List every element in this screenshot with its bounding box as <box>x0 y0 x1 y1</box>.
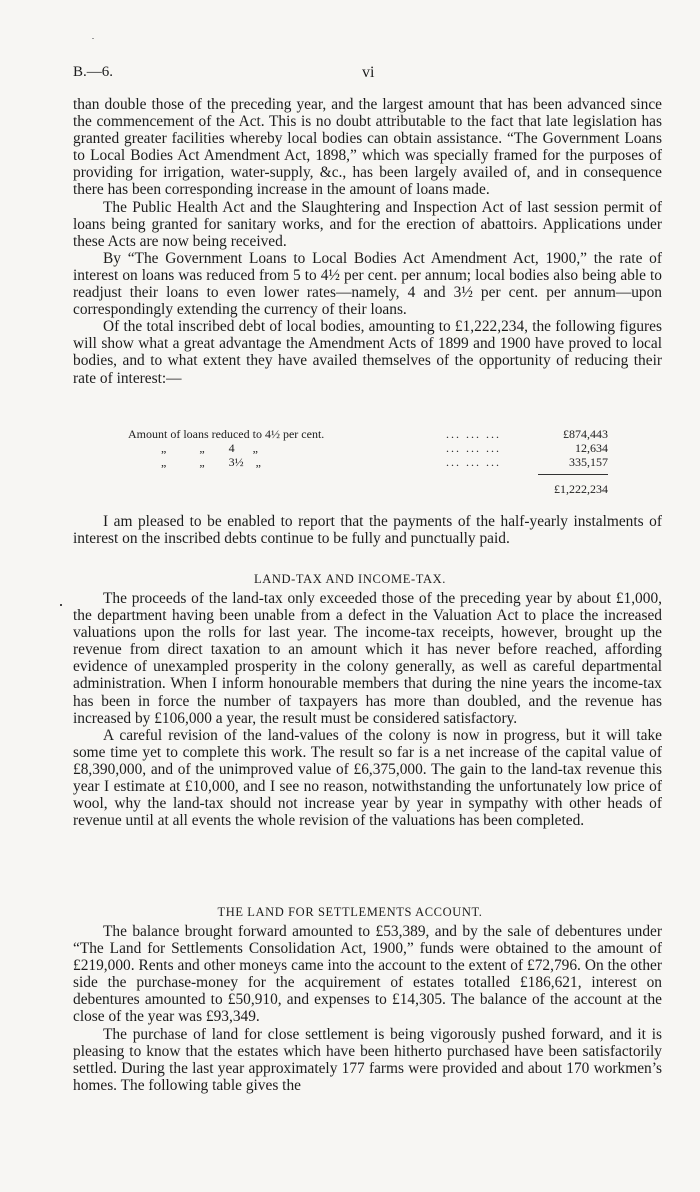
table-total: £1,222,234 <box>554 482 608 496</box>
row-leaders: ... ... ... <box>446 441 501 455</box>
loans-table <box>128 427 608 469</box>
page-number: vi <box>362 64 375 81</box>
paragraph-inscribed-debt: Of the total inscribed debt of local bodies, amounting to £1,222,234, the following figures will show what a great advantage the Amendment Acts of 1899 and 1900 have proved to local bodies, and to what extent they have availed themselves of the opportunity of reducing their rate of interest:— <box>73 318 662 387</box>
land-tax-section <box>73 590 662 829</box>
paragraph-interest-payments: I am pleased to be enabled to report that the payments of the half-yearly instalments of interest on the inscribed debts continue to be fully and punctually paid. <box>73 513 662 548</box>
total-rule <box>538 474 608 475</box>
table-row <box>128 441 608 455</box>
section-title-land-tax: LAND-TAX AND INCOME-TAX. <box>254 572 446 586</box>
paragraph-balance: The balance brought forward amounted to £53,389, and by the sale of debentures under “The Land for Settlements Consolidation Act, 1900,” funds were obtained to the amount of £219,000. Rents and other moneys came into the account to the extent of £72,796. On the other side the purchase-money for the acquirement of estates totalled £186,621, interest on debentures amounted to £50,910, and expenses to £14,305. The balance of the account at the close of the year was £93,349. <box>73 923 662 1026</box>
paragraph-amendment-1900: By “The Government Loans to Local Bodies Act Amendment Act, 1900,” the rate of interest on loans was reduced from 5 to 4½ per cent. per annum; local bodies also being able to readjust their loans to even lower rates—namely, 4 and 3½ per cent. per annum—upon correspondingly extending the currency of their loans. <box>73 249 662 319</box>
paragraph-loans-continued: than double those of the preceding year, and the largest amount that has been advanced since the commencement of the Act. This is no doubt attributable to the fact that late legislation has granted greater facilities whereby local bodies can obtain assistance. “The Government Loans to Local Bodies Act Amendment Act, 1898,” which was specially framed for the purposes of providing for irrigation, water-supply, &c., has been largely availed of, and in consequence there has been corresponding increase in the amount of loans made. <box>73 96 662 199</box>
row-amount: 12,634 <box>575 441 608 455</box>
scan-speck <box>92 38 94 39</box>
interest-paragraph-block <box>73 513 662 547</box>
row-amount: 335,157 <box>569 455 608 469</box>
table-row <box>128 427 608 441</box>
row-amount: £874,443 <box>563 427 608 441</box>
table-row <box>128 455 608 469</box>
row-label: „ „ 3½ „ <box>128 455 261 469</box>
margin-mark <box>60 604 62 606</box>
page-reference: B.—6. <box>73 64 114 80</box>
intro-paragraphs <box>73 96 662 387</box>
land-settlements-section <box>73 923 662 1094</box>
row-leaders: ... ... ... <box>446 427 501 441</box>
row-leaders: ... ... ... <box>446 455 501 469</box>
paragraph-land-tax-proceeds: The proceeds of the land-tax only exceeded those of the preceding year by about £1,000, the department having been unable from a defect in the Valuation Act to place the increased valuations upon the rolls for last year. The income-tax receipts, however, brought up the revenue from direct taxation to an amount which it has never before reached, affording evidence of unexampled prosperity in the colony generally, as well as careful departmental administration. When I inform honourable members that during the nine years the income-tax has been in force the number of taxpayers has more than doubled, and the revenue has increased by £106,000 a year, the result must be considered satisfactory. <box>73 590 662 727</box>
section-title-land-settlements: THE LAND FOR SETTLEMENTS ACCOUNT. <box>217 905 483 919</box>
row-label: Amount of loans reduced to 4½ per cent. <box>128 427 325 441</box>
paragraph-land-values: A careful revision of the land-values of the colony is now in progress, but it will take some time yet to complete this work. The result so far is a net increase of the capital value of £8,390,000, and of the unimproved value of £6,375,000. The gain to the land-tax revenue this year I estimate at £10,000, and I see no reason, notwithstanding the unfortunately low price of wool, why the land-tax should not increase year by year in sympathy with other heads of revenue until at all events the whole revision of the valuations has been completed. <box>73 726 662 830</box>
paragraph-close-settlement: The purchase of land for close settlement is being vigorously pushed forward, and it is pleasing to know that the estates which have been hitherto purchased have been satisfactorily settled. During the last year approximately 177 farms were provided and about 170 workmen’s homes. The following table gives the <box>73 1025 662 1094</box>
paragraph-public-health: The Public Health Act and the Slaughtering and Inspection Act of last session permit of loans being granted for sanitary works, and for the erection of abattoirs. Applications under these Acts are now being received. <box>73 198 662 250</box>
row-label: „ „ 4 „ <box>128 441 258 455</box>
